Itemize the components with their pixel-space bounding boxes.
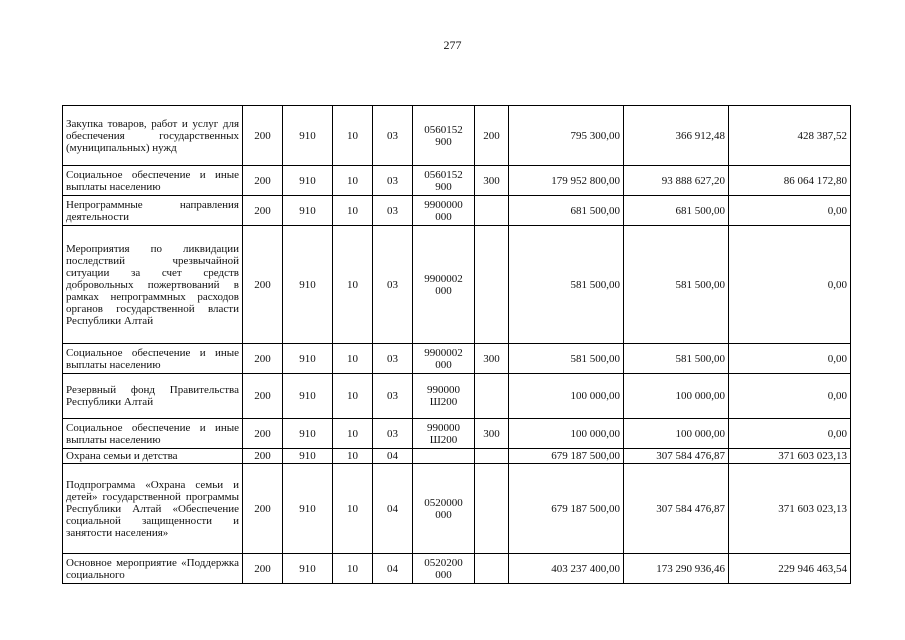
target-article-cell: 9900002 000 — [413, 344, 475, 374]
budget-table — [62, 105, 851, 584]
ministry-id-cell: 910 — [283, 554, 333, 584]
expense-type-cell: 300 — [475, 419, 509, 449]
subsection-cell: 03 — [373, 226, 413, 344]
executed-amount-cell: 581 500,00 — [624, 226, 729, 344]
ministry-id-cell: 910 — [283, 166, 333, 196]
expense-type-cell — [475, 554, 509, 584]
row-name-cell: Резервный фонд Правительства Республики Алтай — [63, 374, 243, 419]
remaining-amount-cell: 428 387,52 — [729, 106, 851, 166]
row-name-cell: Основное мероприятие «Поддержка социального — [63, 554, 243, 584]
table-row — [63, 106, 851, 166]
remaining-amount-cell: 0,00 — [729, 344, 851, 374]
row-name-cell: Социальное обеспечение и иные выплаты населению — [63, 419, 243, 449]
expense-type-cell: 300 — [475, 344, 509, 374]
row-name-cell: Охрана семьи и детства — [63, 449, 243, 464]
planned-amount-cell: 100 000,00 — [509, 374, 624, 419]
ministry-id-cell: 910 — [283, 344, 333, 374]
ministry-code-cell: 200 — [243, 464, 283, 554]
subsection-cell: 03 — [373, 344, 413, 374]
subsection-cell: 04 — [373, 449, 413, 464]
page-number: 277 — [443, 38, 462, 52]
remaining-amount-cell: 0,00 — [729, 419, 851, 449]
ministry-code-cell: 200 — [243, 449, 283, 464]
ministry-id-cell: 910 — [283, 449, 333, 464]
row-name-cell: Непрограммные направления деятельности — [63, 196, 243, 226]
subsection-cell: 04 — [373, 554, 413, 584]
expense-type-cell — [475, 196, 509, 226]
table-row — [63, 166, 851, 196]
remaining-amount-cell: 371 603 023,13 — [729, 449, 851, 464]
target-article-cell: 9900000 000 — [413, 196, 475, 226]
subsection-cell: 03 — [373, 374, 413, 419]
planned-amount-cell: 681 500,00 — [509, 196, 624, 226]
subsection-cell: 04 — [373, 464, 413, 554]
planned-amount-cell: 679 187 500,00 — [509, 464, 624, 554]
section-cell: 10 — [333, 166, 373, 196]
table-row — [63, 196, 851, 226]
target-article-cell: 0560152 900 — [413, 106, 475, 166]
ministry-id-cell: 910 — [283, 464, 333, 554]
subsection-cell: 03 — [373, 196, 413, 226]
ministry-code-cell: 200 — [243, 344, 283, 374]
expense-type-cell — [475, 374, 509, 419]
remaining-amount-cell: 0,00 — [729, 226, 851, 344]
ministry-code-cell: 200 — [243, 166, 283, 196]
table-row — [63, 226, 851, 344]
executed-amount-cell: 681 500,00 — [624, 196, 729, 226]
target-article-cell — [413, 449, 475, 464]
ministry-code-cell: 200 — [243, 226, 283, 344]
planned-amount-cell: 100 000,00 — [509, 419, 624, 449]
expense-type-cell — [475, 464, 509, 554]
executed-amount-cell: 307 584 476,87 — [624, 449, 729, 464]
expense-type-cell — [475, 226, 509, 344]
row-name-cell: Социальное обеспечение и иные выплаты населению — [63, 344, 243, 374]
section-cell: 10 — [333, 554, 373, 584]
section-cell: 10 — [333, 106, 373, 166]
target-article-cell: 0520000 000 — [413, 464, 475, 554]
table-row — [63, 449, 851, 464]
ministry-code-cell: 200 — [243, 419, 283, 449]
table-row — [63, 554, 851, 584]
planned-amount-cell: 179 952 800,00 — [509, 166, 624, 196]
ministry-id-cell: 910 — [283, 419, 333, 449]
subsection-cell: 03 — [373, 106, 413, 166]
table-row — [63, 374, 851, 419]
planned-amount-cell: 679 187 500,00 — [509, 449, 624, 464]
planned-amount-cell: 795 300,00 — [509, 106, 624, 166]
ministry-code-cell: 200 — [243, 196, 283, 226]
remaining-amount-cell: 86 064 172,80 — [729, 166, 851, 196]
expense-type-cell — [475, 449, 509, 464]
ministry-id-cell: 910 — [283, 106, 333, 166]
executed-amount-cell: 307 584 476,87 — [624, 464, 729, 554]
planned-amount-cell: 403 237 400,00 — [509, 554, 624, 584]
ministry-code-cell: 200 — [243, 554, 283, 584]
table-row — [63, 344, 851, 374]
target-article-cell: 990000 Ш200 — [413, 374, 475, 419]
executed-amount-cell: 581 500,00 — [624, 344, 729, 374]
ministry-code-cell: 200 — [243, 374, 283, 419]
target-article-cell: 0520200 000 — [413, 554, 475, 584]
target-article-cell: 9900002 000 — [413, 226, 475, 344]
row-name-cell: Социальное обеспечение и иные выплаты населению — [63, 166, 243, 196]
ministry-code-cell: 200 — [243, 106, 283, 166]
remaining-amount-cell: 229 946 463,54 — [729, 554, 851, 584]
table-row — [63, 464, 851, 554]
target-article-cell: 990000 Ш200 — [413, 419, 475, 449]
ministry-id-cell: 910 — [283, 226, 333, 344]
executed-amount-cell: 173 290 936,46 — [624, 554, 729, 584]
section-cell: 10 — [333, 419, 373, 449]
expense-type-cell: 300 — [475, 166, 509, 196]
remaining-amount-cell: 0,00 — [729, 374, 851, 419]
ministry-id-cell: 910 — [283, 374, 333, 419]
executed-amount-cell: 366 912,48 — [624, 106, 729, 166]
table-body — [63, 106, 851, 584]
row-name-cell: Закупка товаров, работ и услуг для обеспечения государственных (муниципальных) нужд — [63, 106, 243, 166]
section-cell: 10 — [333, 374, 373, 419]
target-article-cell: 0560152 900 — [413, 166, 475, 196]
row-name-cell: Подпрограмма «Охрана семьи и детей» государственной программы Республики Алтай «Обеспечение социальной защищенности и занятости населения» — [63, 464, 243, 554]
remaining-amount-cell: 0,00 — [729, 196, 851, 226]
remaining-amount-cell: 371 603 023,13 — [729, 464, 851, 554]
executed-amount-cell: 93 888 627,20 — [624, 166, 729, 196]
section-cell: 10 — [333, 449, 373, 464]
executed-amount-cell: 100 000,00 — [624, 374, 729, 419]
planned-amount-cell: 581 500,00 — [509, 344, 624, 374]
subsection-cell: 03 — [373, 419, 413, 449]
row-name-cell: Мероприятия по ликвидации последствий чрезвычайной ситуации за счет средств добровольных пожертвований в рамках непрограммных расходов органов государственной власти Республики Алтай — [63, 226, 243, 344]
section-cell: 10 — [333, 196, 373, 226]
ministry-id-cell: 910 — [283, 196, 333, 226]
planned-amount-cell: 581 500,00 — [509, 226, 624, 344]
expense-type-cell: 200 — [475, 106, 509, 166]
executed-amount-cell: 100 000,00 — [624, 419, 729, 449]
table-row — [63, 419, 851, 449]
section-cell: 10 — [333, 344, 373, 374]
section-cell: 10 — [333, 464, 373, 554]
subsection-cell: 03 — [373, 166, 413, 196]
section-cell: 10 — [333, 226, 373, 344]
